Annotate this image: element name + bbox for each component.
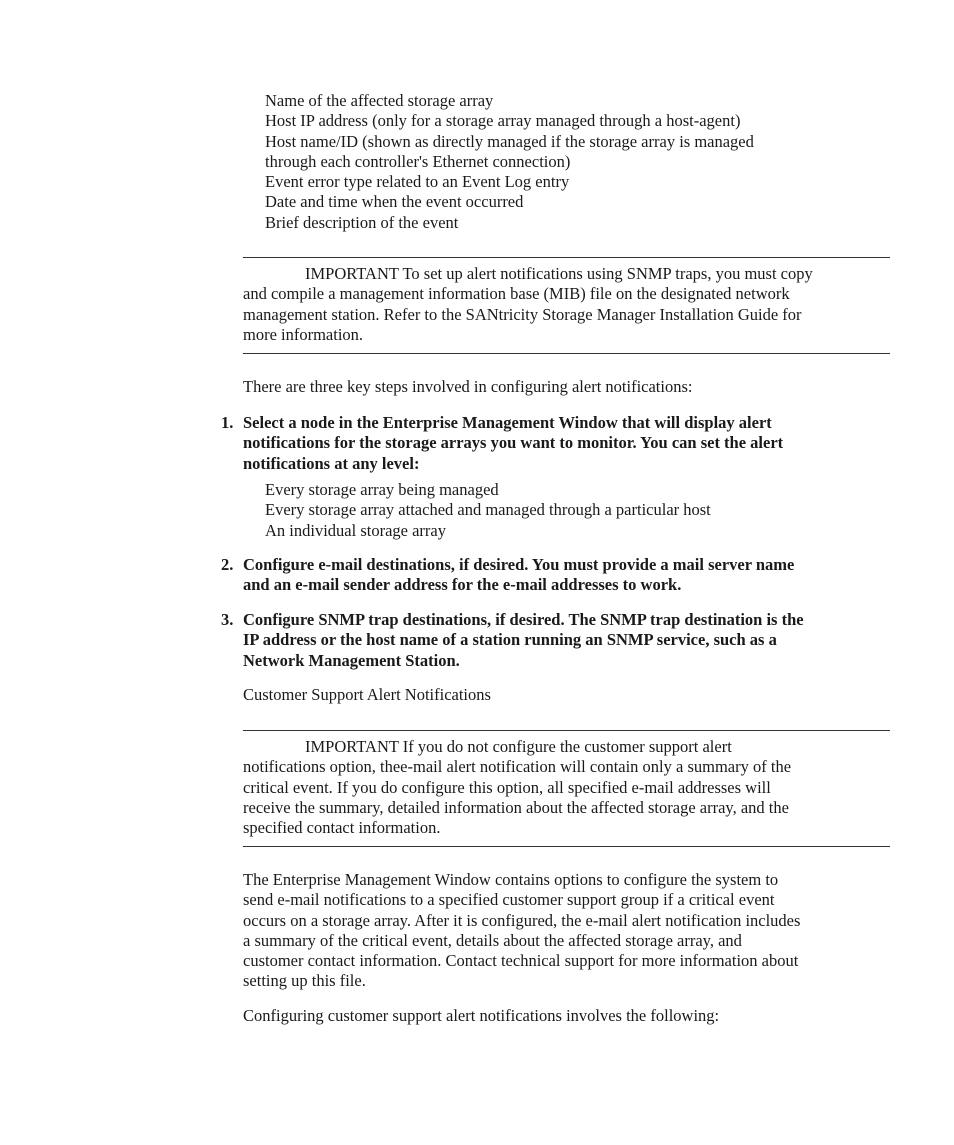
section-subheading: Customer Support Alert Notifications: [243, 685, 491, 704]
note-bottom-rule: [243, 353, 890, 354]
list-item: Date and time when the event occurred: [265, 192, 524, 212]
note-text: If you do not configure the customer support alert notifications option, thee-mail alert notification will contain only a summary of the critical event. If you do configure this option, all specified e-mail addresses will receive the summary, detailed information about the affected storage array, and the specified contact information.: [243, 737, 792, 838]
important-note-customer-support: [243, 737, 890, 838]
notification-level-list: [265, 480, 711, 541]
affected-array-info-list: [265, 91, 754, 233]
note-bottom-rule: [243, 846, 890, 847]
list-item: through each controller's Ethernet connection): [265, 151, 571, 171]
step-text: Select a node in the Enterprise Management Window that will display alert notifications for the storage arrays you want to monitor. You can set the alert notifications at any level:: [243, 413, 784, 473]
step-1: [221, 413, 893, 474]
step-number: 1.: [221, 413, 234, 432]
note-text: To set up alert notifications using SNMP traps, you must copy and compile a management information base (MIB) file on the designated network management station. Refer to the SANtricity Storage Manager Installation Guide for more information.: [243, 264, 813, 344]
note-label: IMPORTANT: [305, 737, 399, 756]
step-number: 2.: [221, 555, 234, 574]
list-item: Brief description of the event: [265, 212, 459, 232]
note-top-rule: [243, 257, 890, 258]
closing-paragraph: Configuring customer support alert notifications involves the following:: [243, 1006, 720, 1025]
note-label: IMPORTANT: [305, 264, 399, 283]
list-item: Every storage array attached and managed through a particular host: [265, 500, 711, 520]
list-item: Event error type related to an Event Log entry: [265, 172, 570, 192]
note-top-rule: [243, 730, 890, 731]
key-steps-intro: There are three key steps involved in configuring alert notifications:: [243, 377, 693, 396]
step-text: Configure SNMP trap destinations, if desired. The SNMP trap destination is the IP address or the host name of a station running an SNMP service, such as a Network Management Station.: [243, 610, 804, 670]
step-2: [221, 555, 893, 596]
list-item: Host IP address (only for a storage array managed through a host-agent): [265, 111, 741, 131]
list-item: Host name/ID (shown as directly managed if the storage array is managed: [265, 131, 754, 151]
list-item: Every storage array being managed: [265, 480, 499, 499]
step-text: Configure e-mail destinations, if desired. You must provide a mail server name and an e-mail sender address for the e-mail addresses to work.: [243, 555, 795, 595]
list-item: An individual storage array: [265, 520, 446, 540]
step-number: 3.: [221, 610, 234, 629]
list-item: Name of the affected storage array: [265, 91, 494, 110]
body-paragraph: The Enterprise Management Window contains options to configure the system to send e-mail notifications to a specified customer support group if a critical event occurs on a storage array. After it is configured, the e-mail alert notification includes a summary of the critical event, details about the affected storage array, and customer contact information. Contact technical support for more information about setting up this file.: [243, 870, 801, 991]
step-3: [221, 610, 893, 671]
important-note-snmp: [243, 264, 890, 345]
